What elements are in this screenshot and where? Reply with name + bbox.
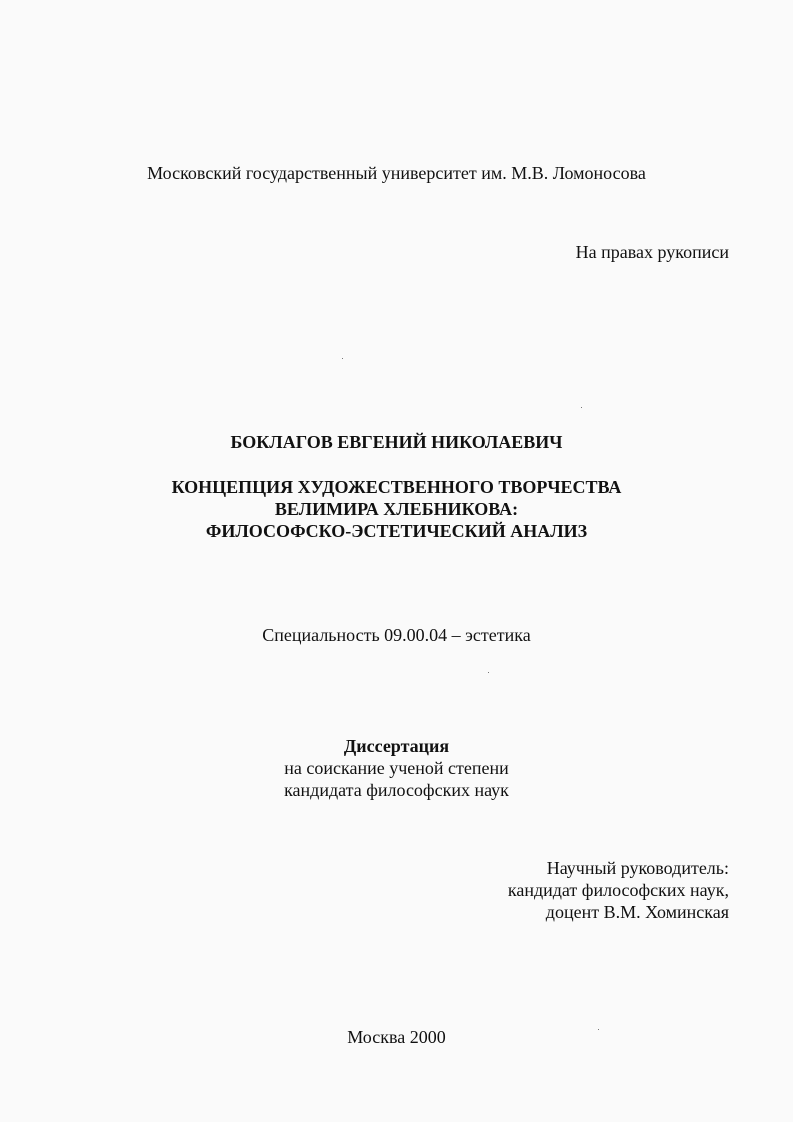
dissertation-heading: Диссертация (343, 736, 450, 756)
thesis-title-line-3: ФИЛОСОФСКО-ЭСТЕТИЧЕСКИЙ АНАЛИЗ (205, 521, 588, 541)
scan-speck (581, 407, 582, 408)
specialty-line: Специальность 09.00.04 – эстетика (262, 625, 531, 645)
supervisor-line-3: доцент В.М. Хоминская (545, 902, 729, 922)
supervisor-line-1: Научный руководитель: (546, 858, 729, 878)
scan-speck (598, 1029, 599, 1030)
thesis-title-line-1: КОНЦЕПЦИЯ ХУДОЖЕСТВЕННОГО ТВОРЧЕСТВА (171, 477, 622, 497)
degree-line-1: на соискание ученой степени (284, 758, 509, 778)
scan-speck (342, 358, 343, 359)
thesis-title-line-2: ВЕЛИМИРА ХЛЕБНИКОВА: (274, 499, 519, 519)
degree-line-2: кандидата философских наук (284, 780, 509, 800)
manuscript-rights-note: На правах рукописи (575, 242, 729, 262)
university-name: Московский государственный университет им. М.В. Ломоносова (147, 163, 646, 183)
supervisor-line-2: кандидат философских наук, (507, 880, 729, 900)
city-year: Москва 2000 (347, 1027, 446, 1047)
scan-speck (488, 672, 489, 673)
author-name: БОКЛАГОВ ЕВГЕНИЙ НИКОЛАЕВИЧ (230, 432, 563, 452)
